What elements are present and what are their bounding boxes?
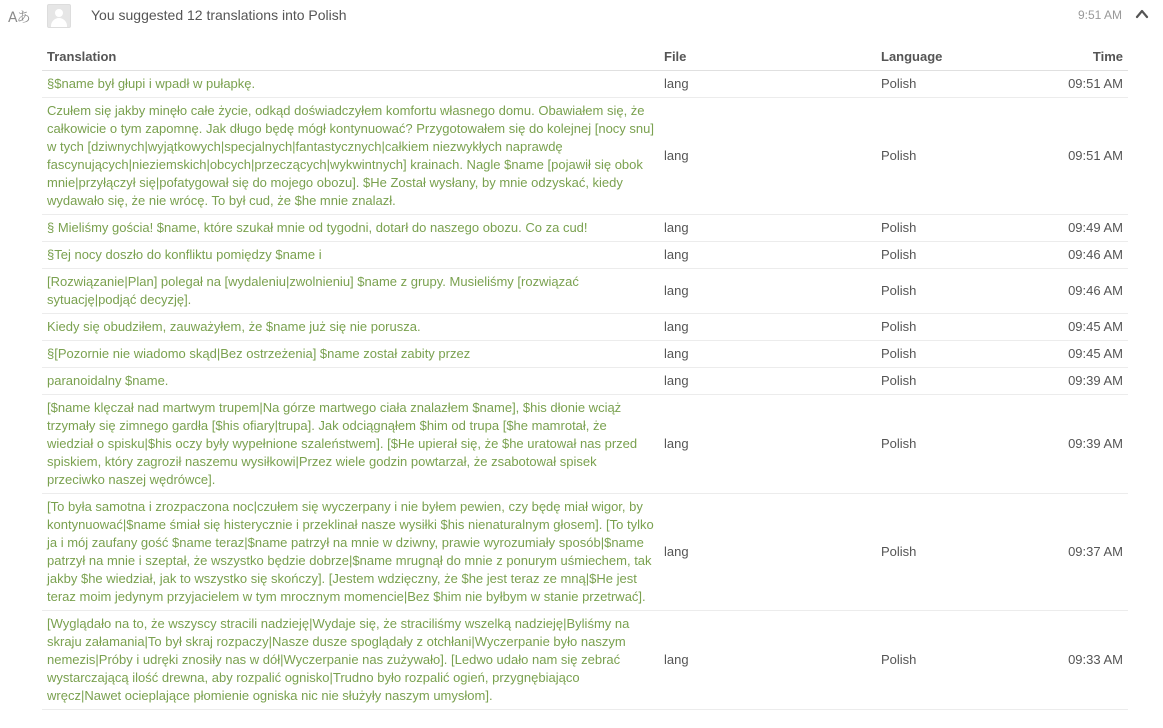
column-header-translation: Translation [42,44,659,71]
translation-link[interactable]: §Tej nocy doszło do konfliktu pomiędzy $name i [42,242,659,269]
time-cell: 09:39 AM [1036,368,1128,395]
time-cell: 09:51 AM [1036,71,1128,98]
translation-link[interactable]: [$name klęczał nad martwym trupem|Na górze martwego ciała znalazłem $name], $his dłonie wciąż trzymały się zimnego gardła [$his ofiary|trupa]. Jak odciągnąłem $him od trupa [$he mamrotał, że wiedział o spisku|$his oczy były wypełnione szaleństwem]. [$He upierał się, że $he uratował nas przed spiskiem, który zagroził naszemu wysiłkowi|Przez wiele godzin powtarzał, że zsabotował spisek przeciwko naszej wędrówce]. [42,395,659,494]
table-row [42,98,1128,215]
time-cell: 09:39 AM [1036,395,1128,494]
activity-header [0,0,1163,32]
table-row [42,215,1128,242]
language-cell: Polish [876,269,1036,314]
file-cell: lang [659,611,876,710]
table-row [42,314,1128,341]
time-cell: 09:46 AM [1036,269,1128,314]
file-cell: lang [659,494,876,611]
file-cell: lang [659,368,876,395]
chevron-up-icon[interactable] [1134,6,1150,22]
translation-link[interactable]: Kiedy się obudziłem, zauważyłem, że $name już się nie porusza. [42,314,659,341]
table-row [42,269,1128,314]
activity-time: 9:51 AM [1077,8,1122,22]
table-row [42,368,1128,395]
translation-link[interactable]: §[Pozornie nie wiadomo skąd|Bez ostrzeżenia] $name został zabity przez [42,341,659,368]
file-cell: lang [659,71,876,98]
avatar-head-shape [55,9,63,17]
language-cell: Polish [876,494,1036,611]
language-cell: Polish [876,395,1036,494]
avatar[interactable] [47,4,71,28]
translations-table [42,44,1128,710]
file-cell: lang [659,314,876,341]
translation-link[interactable]: Czułem się jakby minęło całe życie, odkąd doświadczyłem komfortu własnego domu. Obawiałem się, że całkowicie o tym zapomnę. Jak długo będę mógł kontynuować? Przygotowałem się do kolejnej [nocy snu] w tych [dziwnych|wyjątkowych|specjalnych|fantastycznych|całkiem niezwykłych naprawdę fascynujących|nieziemskich|obcych|przeczących|wykwintnych] krainach. Nagle $name [pojawił się obok mnie|przyłączył się|pofatygował się do mojego obozu]. $He Został wysłany, by mnie odzyskać, kiedy wydawało się, że nie wrócę. To był cud, że $he mnie znalazł. [42,98,659,215]
file-cell: lang [659,215,876,242]
column-header-time: Time [1036,44,1128,71]
time-cell: 09:33 AM [1036,611,1128,710]
file-cell: lang [659,269,876,314]
activity-summary: You suggested 12 translations into Polish [91,7,347,23]
time-cell: 09:45 AM [1036,341,1128,368]
table-row [42,611,1128,710]
time-cell: 09:51 AM [1036,98,1128,215]
language-cell: Polish [876,242,1036,269]
column-header-language: Language [876,44,1036,71]
time-cell: 09:45 AM [1036,314,1128,341]
language-cell: Polish [876,341,1036,368]
language-cell: Polish [876,368,1036,395]
avatar-body-shape [51,18,67,28]
translation-link[interactable]: [Wyglądało na to, że wszyscy stracili nadzieję|Wydaje się, że straciliśmy wszelką nadzieję|Byliśmy na skraju załamania|To był skraj rozpaczy|Nasze dusze spoglądały z otchłani|Wyczerpanie było naszym nemezis|Próby i udręki znosiły nas w dół|Wyczerpanie nas zużywało]. [Ledwo udało nam się zebrać wystarczającą ilość drewna, aby rozpalić ognisko|Trudno było rozpalić ogień, przygnębiająco wręcz|Nawet ocieplające płomienie ogniska nic nie służyły naszym umysłom]. [42,611,659,710]
translation-link[interactable]: § Mieliśmy gościa! $name, które szukał mnie od tygodni, dotarł do naszego obozu. Co za cud! [42,215,659,242]
table-row [42,242,1128,269]
column-header-file: File [659,44,876,71]
language-cell: Polish [876,71,1036,98]
file-cell: lang [659,395,876,494]
translation-link[interactable]: §$name był głupi i wpadł w pułapkę. [42,71,659,98]
table-header-row [42,44,1128,71]
time-cell: 09:49 AM [1036,215,1128,242]
file-cell: lang [659,242,876,269]
language-cell: Polish [876,98,1036,215]
time-cell: 09:37 AM [1036,494,1128,611]
table-row [42,395,1128,494]
file-cell: lang [659,98,876,215]
translation-link[interactable]: [To była samotna i zrozpaczona noc|czułem się wyczerpany i nie byłem pewien, czy będę miał wigor, by kontynuować|$name śmiał się histerycznie i przeklinał nasze wysiłki $his nienaturalnym głosem]. [To tylko ja i mój zaufany gość $name teraz|$name patrzył na mnie w dziwny, prawie wyrozumiały sposób|$name patrzył na mnie i szeptał, że wszystko będzie dobrze|$name mrugnął do mnie z ponurym uśmiechem, tak jakby $he wiedział, jak to wszystko się skończy]. [Jestem wdzięczny, że $he jest teraz ze mną|$He jest teraz moim jedynym przyjacielem w tym mrocznym momencie|Bez $him nie byłbym w stanie przetrwać]. [42,494,659,611]
language-cell: Polish [876,314,1036,341]
translation-link[interactable]: paranoidalny $name. [42,368,659,395]
table-row [42,494,1128,611]
language-cell: Polish [876,215,1036,242]
table-row [42,71,1128,98]
language-cell: Polish [876,611,1036,710]
translate-icon: Aあ [8,10,30,26]
table-row [42,341,1128,368]
file-cell: lang [659,341,876,368]
translation-link[interactable]: [Rozwiązanie|Plan] polegał na [wydaleniu|zwolnieniu] $name z grupy. Musieliśmy [rozwiązać sytuację|podjąć decyzję]. [42,269,659,314]
time-cell: 09:46 AM [1036,242,1128,269]
